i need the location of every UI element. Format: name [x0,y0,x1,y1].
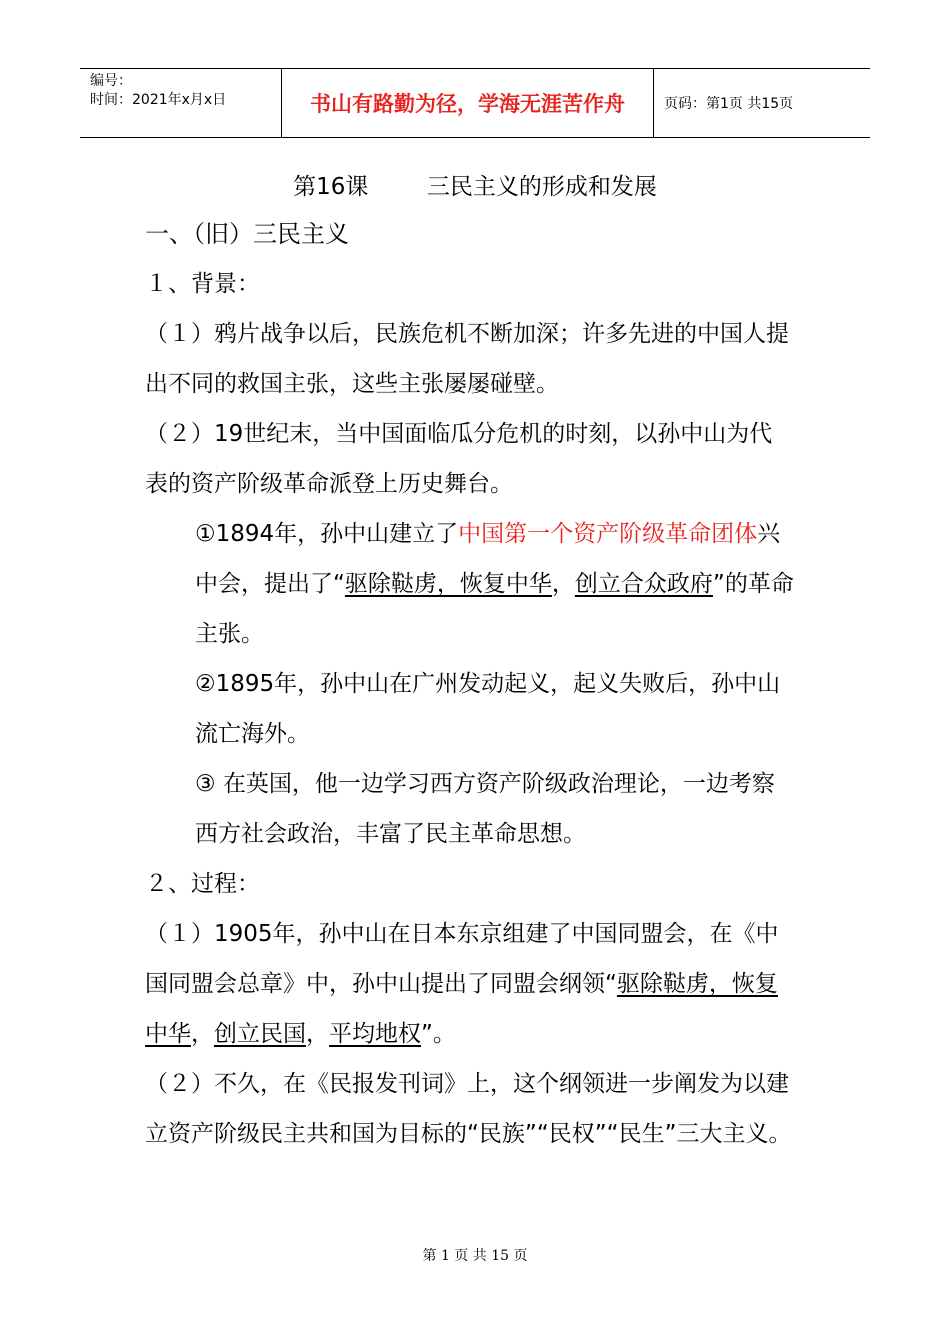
list-item-1 [145,509,795,659]
text-span: ， [551,571,575,597]
text-span: 兴中会，提出了“ [195,521,781,597]
page-footer: 第 1 页 共 15 页 [422,1248,528,1264]
paragraph-4: （２）不久，在《民报发刊词》上，这个纲领进一步阐发为以建立资产阶级民主共和国为目标的“民族”“民权”“民生”三大主义。 [145,1071,792,1147]
text-span: （１）1905年，孙中山在日本东京组建了中国同盟会，在《中国同盟会总章》中，孙中山提出了同盟会纲领“ [145,921,779,997]
text-span: ”。 [421,1021,456,1047]
number-label: 编号： [90,73,132,89]
process-heading: ２、过程： [145,871,260,897]
page-header [80,68,870,138]
text-span: ， [306,1021,329,1047]
text-span: ①1894年，孙中山建立了 [195,521,459,547]
list-item-2: ②1895年，孙中山在广州发动起义，起义失败后，孙中山流亡海外。 [195,671,781,747]
list-item-3: ③ 在英国，他一边学习西方资产阶级政治理论，一边考察西方社会政治，丰富了民主革命思想。 [195,771,775,847]
time-label: 时间：2021年x月x日 [90,92,227,108]
paragraph-2: （２）19世纪末，当中国面临瓜分危机的时刻，以孙中山为代表的资产阶级革命派登上历史舞台。 [145,421,773,497]
header-meta [80,69,282,137]
underlined-text: 创立合众政府 [574,571,713,597]
paragraph-1: （１）鸦片战争以后，民族危机不断加深；许多先进的中国人提出不同的救国主张，这些主张屡屡碰壁。 [145,321,789,397]
background-heading: １、背景： [145,271,260,297]
highlighted-text: 中国第一个资产阶级革命团体 [458,521,758,547]
underlined-text: 驱除鞑虏，恢复中华 [145,971,778,1047]
section-heading: 一、（旧）三民主义 [145,220,349,248]
text-span: ， [191,1021,214,1047]
page-title: 第16课 三民主义的形成和发展 [293,174,657,200]
underlined-text: 平均地权 [329,1021,421,1047]
document-body [145,209,795,1159]
header-motto: 书山有路勤为径，学海无涯苦作舟 [282,69,654,137]
text-span: ”的革命主张。 [195,571,794,647]
paragraph-3 [145,909,795,1059]
underlined-text: 创立民国 [214,1021,306,1047]
header-page-info: 页码：第1页 共15页 [664,96,794,112]
underlined-text: 驱除鞑虏，恢复中华 [344,571,552,597]
